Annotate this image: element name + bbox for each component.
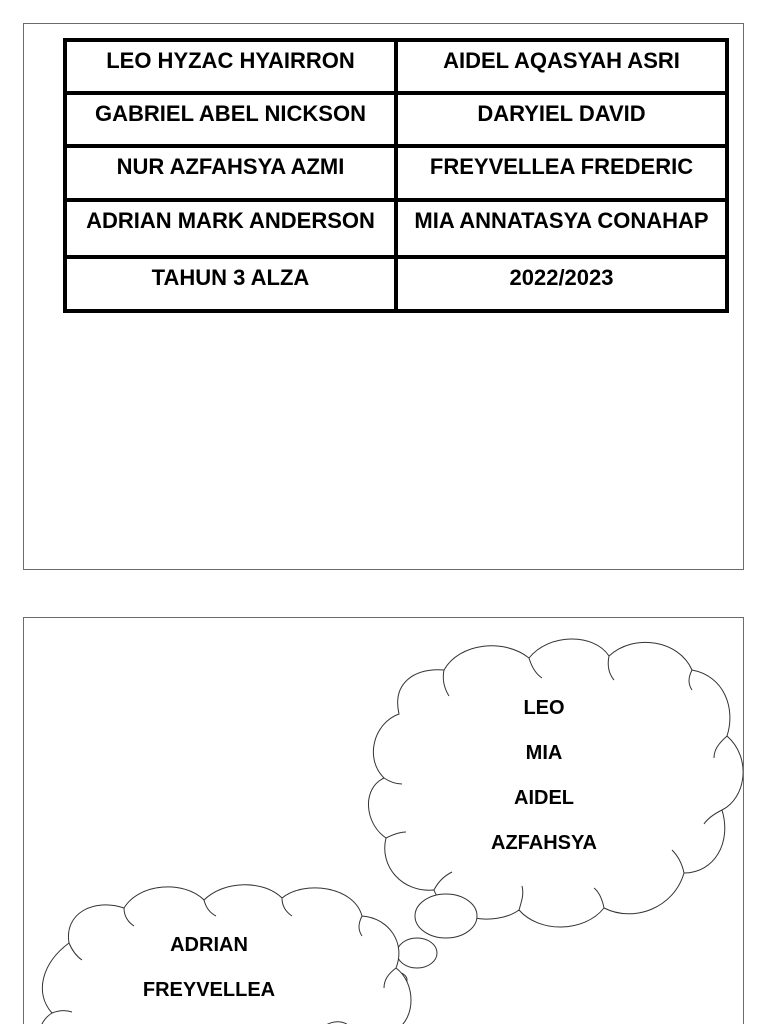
cloud-left-name: FREYVELLEA [142, 979, 276, 1001]
slide-1 [23, 23, 744, 570]
table-cell: TAHUN 3 ALZA [65, 257, 396, 311]
table-cell: LEO HYZAC HYAIRRON [65, 40, 396, 93]
table-row [65, 40, 727, 93]
cloud-right-shape [368, 639, 743, 927]
cloud-right-name: AZFAHSYA [491, 832, 597, 854]
table-cell: NUR AZFAHSYA AZMI [65, 146, 396, 199]
thought-bubble-medium [397, 938, 437, 968]
names-table [63, 38, 729, 313]
table-cell: AIDEL AQASYAH ASRI [396, 40, 727, 93]
cloud-right-name: AIDEL [514, 787, 574, 809]
cloud-right-name: MIA [525, 742, 563, 764]
table-row [65, 146, 727, 199]
table-row [65, 257, 727, 311]
table-cell: FREYVELLEA FREDERIC [396, 146, 727, 199]
slide-2 [23, 617, 744, 1024]
table-cell: 2022/2023 [396, 257, 727, 311]
table-cell: DARYIEL DAVID [396, 93, 727, 146]
table-row [65, 93, 727, 146]
thought-clouds [24, 618, 744, 1024]
table-row [65, 200, 727, 257]
table-cell: GABRIEL ABEL NICKSON [65, 93, 396, 146]
cloud-right-name: LEO [523, 697, 565, 719]
thought-bubble-large [415, 894, 477, 938]
table-cell: MIA ANNATASYA CONAHAP [396, 200, 727, 257]
cloud-left-name: ADRIAN [170, 934, 248, 956]
table-cell: ADRIAN MARK ANDERSON [65, 200, 396, 257]
